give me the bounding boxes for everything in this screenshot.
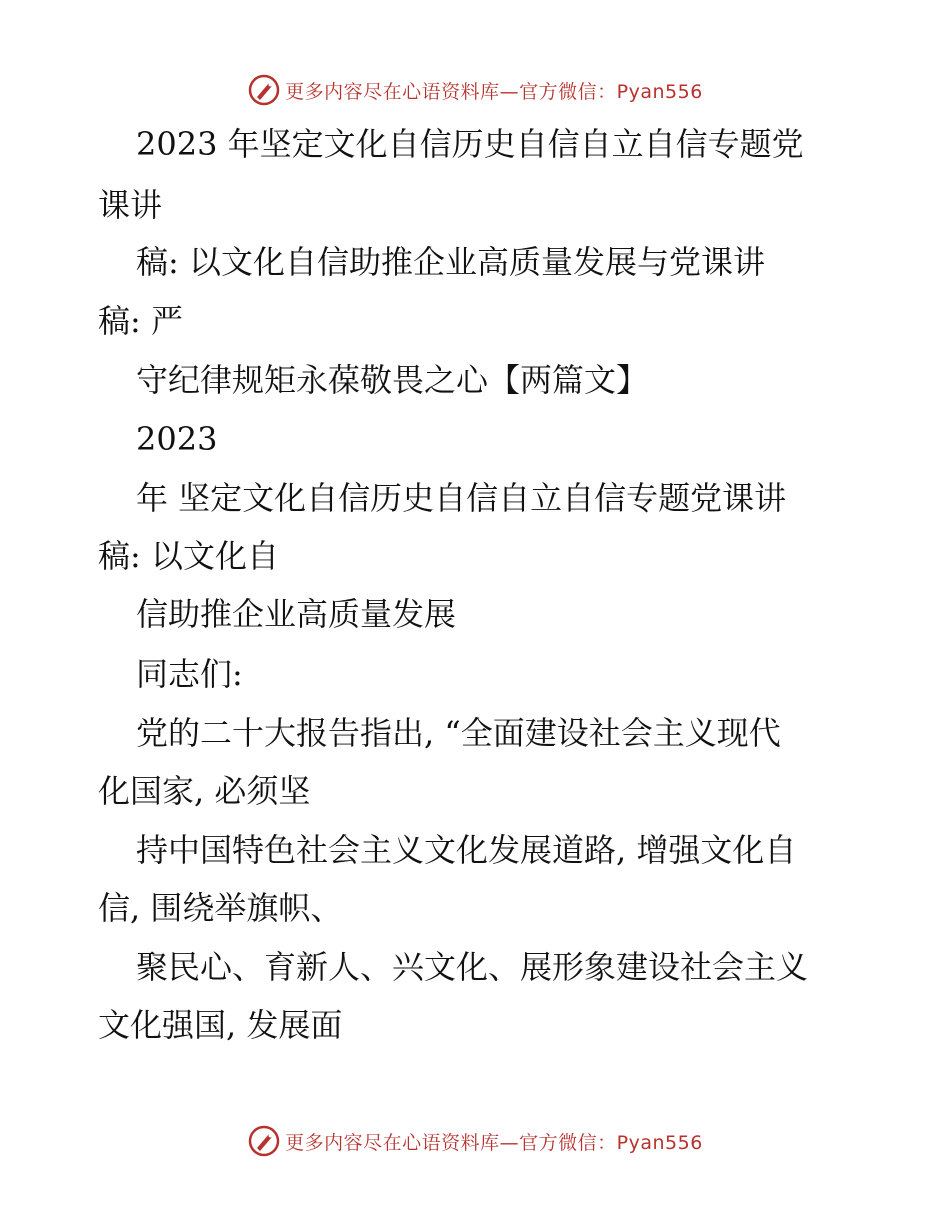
text-line: 稿: 以文化自信助推企业高质量发展与党课讲 (136, 243, 765, 281)
text-line: 党的二十大报告指出, “全面建设社会主义现代 (136, 714, 781, 752)
text-line: 文化强国, 发展面 (98, 1006, 343, 1044)
text-line: 守纪律规矩永葆敬畏之心【两篇文】 (136, 361, 649, 399)
text-line: 持中国特色社会主义文化发展道路, 增强文化自 (136, 831, 797, 869)
footer-watermark (0, 1121, 950, 1161)
watermark-label: 更多内容尽在心语资料库—官方微信： (285, 1131, 617, 1154)
text-line: 2023 (136, 420, 218, 458)
text-line: 稿: 以文化自 (98, 537, 279, 575)
text-line: 2023 年坚定文化自信历史自信自立自信专题党 (136, 125, 804, 163)
watermark-label: 更多内容尽在心语资料库—官方微信： (285, 80, 617, 103)
header-watermark (0, 70, 950, 110)
text-line: 稿: 严 (98, 302, 183, 340)
wechat-id: Pyan556 (616, 80, 703, 103)
watermark-text (285, 1128, 703, 1155)
text-line: 信, 围绕举旗帜、 (98, 889, 343, 927)
wechat-id: Pyan556 (616, 1131, 703, 1154)
text-line: 课讲 (98, 186, 163, 224)
text-line: 年 坚定文化自信历史自信自立自信专题党课讲 (136, 479, 787, 517)
text-line: 化国家, 必须坚 (98, 772, 311, 810)
text-line: 聚民心、育新人、兴文化、展形象建设社会主义 (136, 948, 809, 986)
pen-nib-logo-icon (247, 1124, 281, 1158)
text-line: 同志们: (136, 655, 243, 693)
watermark-text (285, 77, 703, 104)
pen-nib-logo-icon (247, 73, 281, 107)
text-line: 信助推企业高质量发展 (136, 595, 457, 633)
